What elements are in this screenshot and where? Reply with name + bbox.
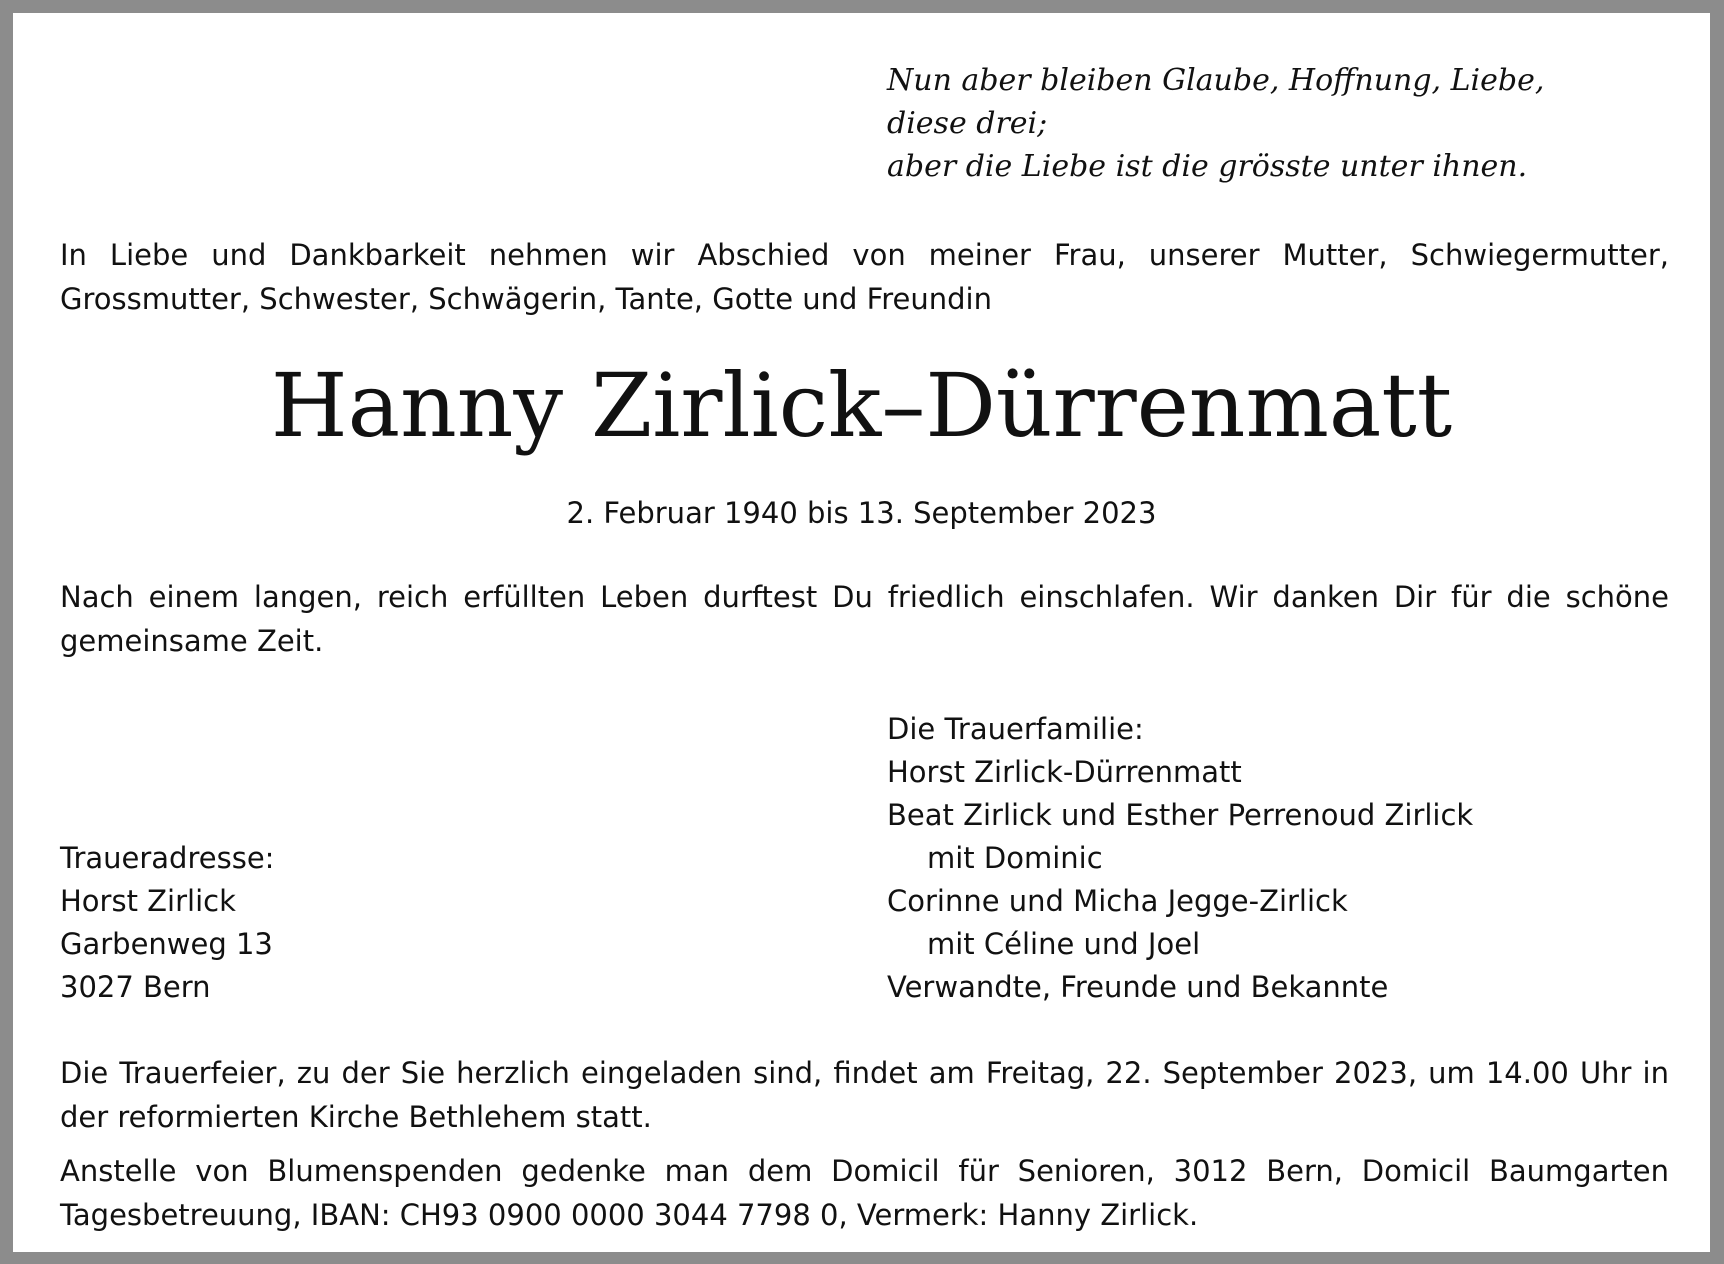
family-member: Beat Zirlick und Esther Perrenoud Zirlick [887, 798, 1474, 832]
address-city: 3027 Bern [60, 970, 211, 1004]
life-dates: 2. Februar 1940 bis 13. September 2023 [566, 496, 1157, 530]
address-label: Traueradresse: [60, 841, 275, 875]
mourning-address [60, 837, 660, 1009]
farewell-text: Nach einem langen, reich erfüllten Leben durftest Du friedlich einschlafen. Wir danken Dir für die schöne gemeinsame Zeit. [60, 580, 1669, 658]
bible-quote [887, 59, 1667, 188]
mourning-family [887, 708, 1677, 1009]
family-member: mit Céline und Joel [927, 927, 1201, 961]
family-label: Die Trauerfamilie: [887, 712, 1144, 746]
deceased-name: Hanny Zirlick–Dürrenmatt [270, 354, 1453, 457]
funeral-service-text: Die Trauerfeier, zu der Sie herzlich eingeladen sind, findet am Freitag, 22. September 2023, um 14.00 Uhr in der reformierten Kirche Bethlehem statt. [60, 1056, 1669, 1134]
family-member: mit Dominic [927, 841, 1103, 875]
quote-line: diese drei; [887, 106, 1048, 141]
address-name: Horst Zirlick [60, 884, 236, 918]
quote-line: aber die Liebe ist die grösste unter ihnen. [887, 149, 1528, 184]
address-street: Garbenweg 13 [60, 927, 273, 961]
family-member: Corinne und Micha Jegge-Zirlick [887, 884, 1348, 918]
quote-line: Nun aber bleiben Glaube, Hoffnung, Liebe, [887, 63, 1545, 98]
obituary-notice [13, 13, 1710, 1252]
donation-text: Anstelle von Blumenspenden gedenke man dem Domicil für Senioren, 3012 Bern, Domicil Baumgarten Tagesbetreuung, IBAN: CH93 0900 0000 3044 7798 0, Vermerk: Hanny Zirlick. [60, 1154, 1669, 1232]
family-member: Verwandte, Freunde und Bekannte [887, 970, 1389, 1004]
family-member: Horst Zirlick-Dürrenmatt [887, 755, 1242, 789]
intro-text: In Liebe und Dankbarkeit nehmen wir Abschied von meiner Frau, unserer Mutter, Schwiegermutter, Grossmutter, Schwester, Schwägerin, Tante, Gotte und Freundin [60, 238, 1669, 316]
